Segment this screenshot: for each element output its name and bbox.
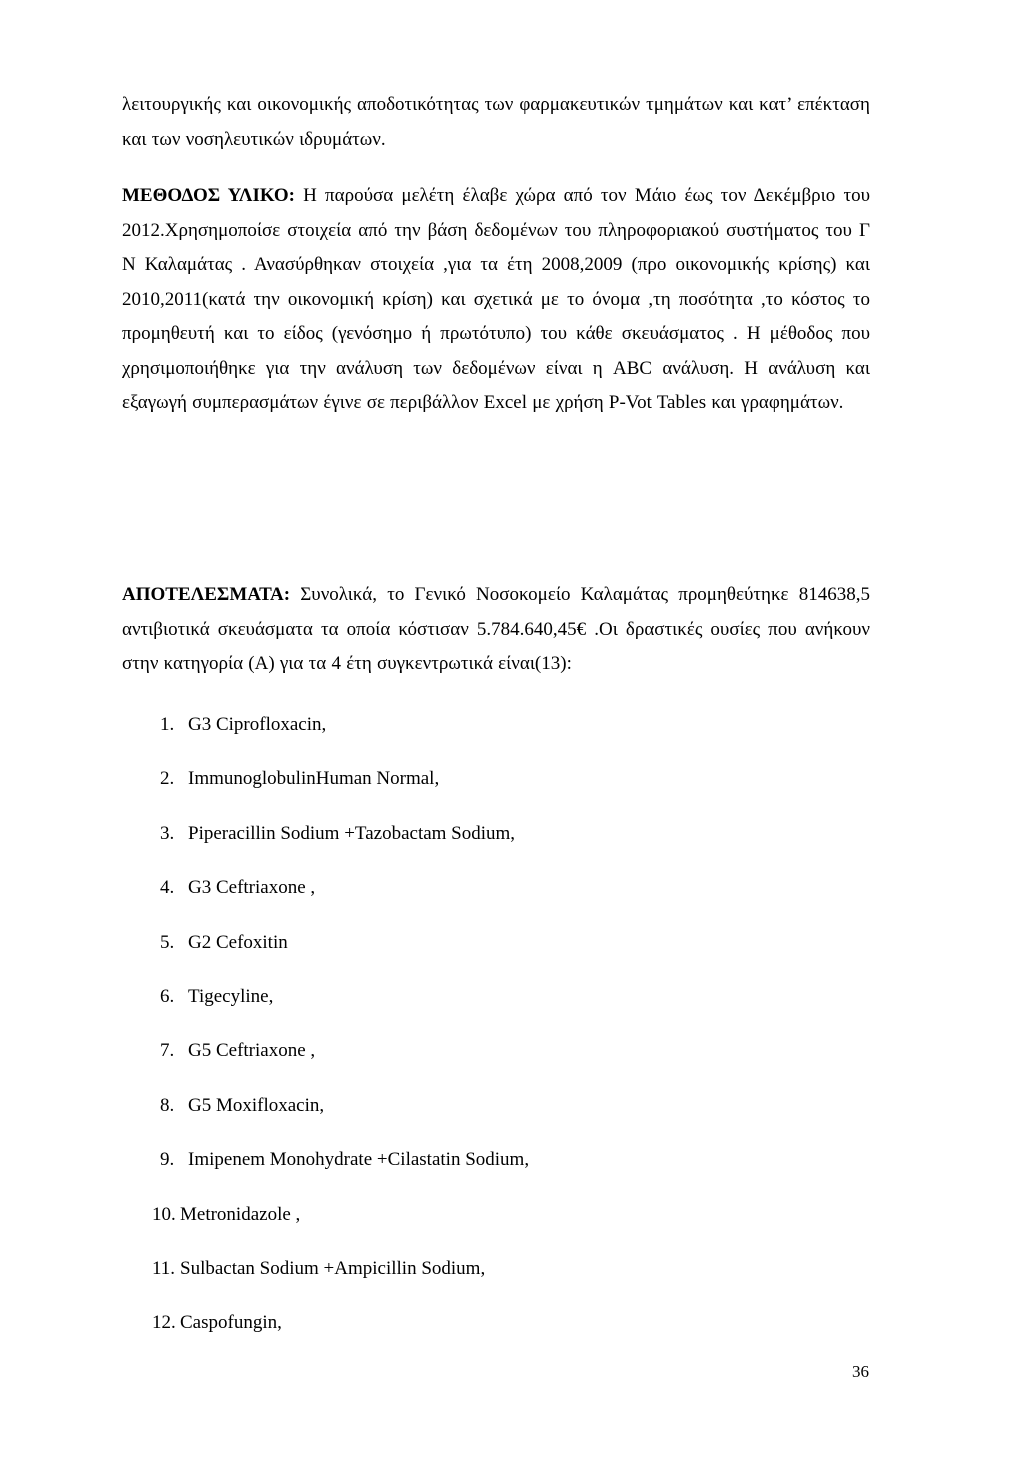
list-item-number: 5. xyxy=(160,931,175,953)
list-item-name: Metronidazole , xyxy=(180,1203,301,1225)
list-item xyxy=(160,1089,529,1143)
list-item xyxy=(152,1306,529,1360)
results-heading: ΑΠΟΤΕΛΕΣΜΑΤΑ: xyxy=(122,584,291,605)
list-item-name: Tigecyline, xyxy=(188,985,274,1007)
method-text: Η παρούσα μελέτη έλαβε χώρα από τον Μάιο έως τον Δεκέμβριο του 2012.Χρησημοποίσε στοιχεία από την βάση δεδομένων του πληροφοριακού συστήματος του Γ Ν Καλαμάτας . Ανασύρθηκαν στοιχεία ,για τα έτη 2008,2009 (προ οικονομικής κρίσης) και 2010,2011(κατά την οικονομική κρίση) και σχετικά με το όνομα ,τη ποσότητα ,το κόστος το προμηθευτή και το είδος (γενόσημο ή πρωτότυπο) του κάθε σκευάσματος . Η μέθοδος που χρησιμοποιήθηκε για την ανάλυση των δεδομένων είναι η ABC ανάλυση. Η ανάλυση και εξαγωγή συμπερασμάτων έγινε σε περιβάλλον Excel με χρήση P-Vot Tables και γραφημάτων. xyxy=(122,185,870,413)
method-heading: ΜΕΘΟΔΟΣ ΥΛΙΚΟ: xyxy=(122,185,295,206)
list-item-name: G2 Cefoxitin xyxy=(188,931,288,953)
list-item xyxy=(160,708,529,762)
list-item xyxy=(160,762,529,816)
list-item xyxy=(160,1034,529,1088)
list-item-name: G5 Moxifloxacin, xyxy=(188,1094,325,1116)
list-item-name: G3 Ciprofloxacin, xyxy=(188,714,327,735)
intro-paragraph xyxy=(122,88,870,157)
list-item-number: 2. xyxy=(160,768,175,790)
list-item-number: 3. xyxy=(160,822,175,844)
list-item-name: Piperacillin Sodium +Tazobactam Sodium, xyxy=(188,822,516,844)
list-item-number: 9. xyxy=(160,1149,175,1171)
results-text: Συνολικά, το Γενικό Νοσοκομείο Καλαμάτας προμηθεύτηκε 814638,5 αντιβιοτικά σκευάσματα τα οποία κόστισαν 5.784.640,45€ .Οι δραστικές ουσίες που ανήκουν στην κατηγορία (Α) για τα 4 έτη συγκεντρωτικά είναι(13): xyxy=(122,584,870,674)
list-item-number: 1. xyxy=(160,714,175,735)
list-item-number: 4. xyxy=(160,877,175,899)
list-item-name: Sulbactan Sodium +Ampicillin Sodium, xyxy=(180,1257,486,1279)
page-number: 36 xyxy=(852,1362,869,1381)
list-item-name: Caspofungin, xyxy=(180,1312,282,1334)
list-item-number: 8. xyxy=(160,1094,175,1116)
list-item-number: 11. xyxy=(152,1257,176,1279)
list-item-number: 10. xyxy=(152,1203,176,1225)
list-item-name: Imipenem Monohydrate +Cilastatin Sodium, xyxy=(188,1149,530,1171)
results-paragraph xyxy=(122,578,870,682)
list-item-number: 7. xyxy=(160,1040,175,1062)
list-item-name: G3 Ceftriaxone , xyxy=(188,877,316,899)
list-item-name: G5 Ceftriaxone , xyxy=(188,1040,316,1062)
list-item-number: 12. xyxy=(152,1312,176,1334)
list-item xyxy=(160,1143,529,1197)
list-item-name: ImmunoglobulinHuman Normal, xyxy=(188,768,440,790)
list-item xyxy=(160,871,529,925)
list-item xyxy=(152,1252,529,1306)
method-paragraph xyxy=(122,179,870,421)
list-item xyxy=(160,980,529,1034)
list-item-number: 6. xyxy=(160,985,175,1007)
list-item xyxy=(152,1198,529,1252)
intro-text: λειτουργικής και οικονομικής αποδοτικότητας των φαρμακευτικών τμημάτων και κατ’ επέκταση και των νοσηλευτικών ιδρυμάτων. xyxy=(122,94,870,150)
list-item xyxy=(160,817,529,871)
substance-list xyxy=(152,708,530,1361)
list-item xyxy=(160,926,529,980)
